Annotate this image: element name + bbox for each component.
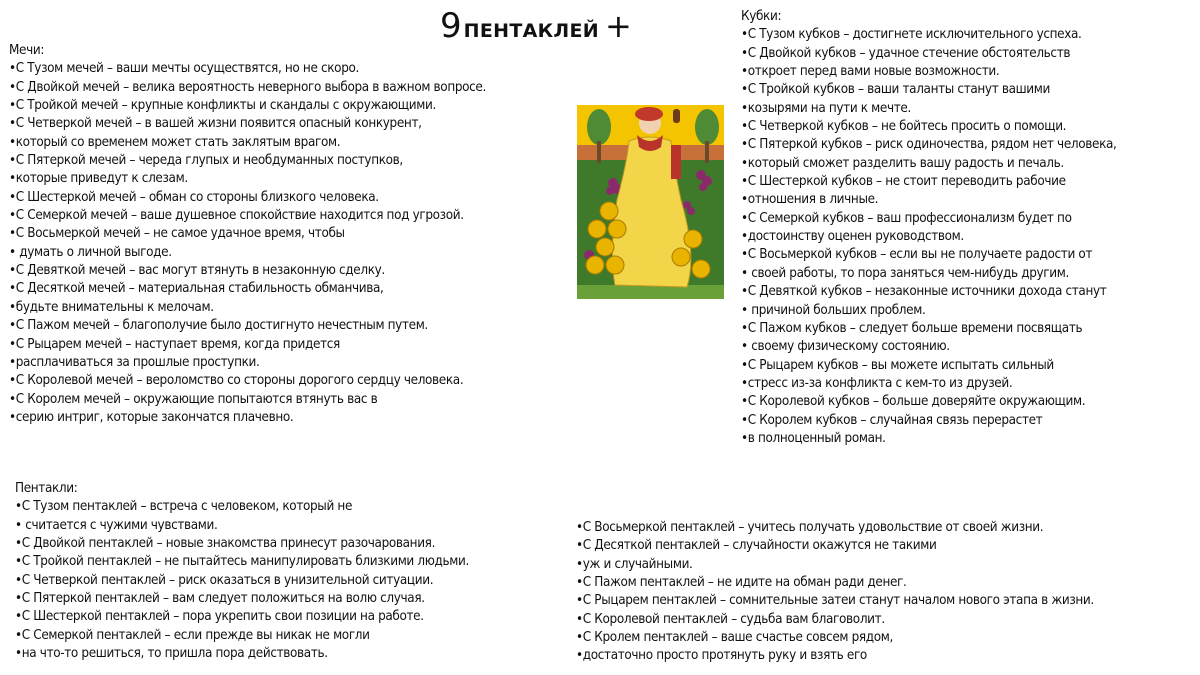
list-item: •С Тройкой мечей – крупные конфликты и скандалы с окружающими. [9,98,436,114]
list-item: •который со временем может стать заклятым врагом. [9,134,341,150]
list-item: •С Королем кубков – случайная связь перерастет [741,412,1043,428]
list-item: •С Пятеркой пентаклей – вам следует положиться на волю случая. [15,591,425,607]
list-item: •С Пажом пентаклей – не идите на обман ради денег. [576,575,907,591]
cups-list [741,26,1117,448]
list-item: •С Шестеркой мечей – обман со стороны близкого человека. [9,189,379,205]
list-item: •стресс из-за конфликта с кем-то из друзей. [741,375,1013,391]
list-item: •С Двойкой кубков – удачное стечение обстоятельств [741,45,1071,61]
list-item: •С Семеркой кубков – ваш профессионализм будет по [741,210,1072,226]
pentacles-section-continued [576,519,1094,666]
list-item: • считается с чужими чувствами. [15,517,218,533]
list-item: •С Шестеркой пентаклей – пора укрепить свои позиции на работе. [15,609,424,625]
list-item: •С Семеркой мечей – ваше душевное спокойствие находится под угрозой. [9,208,464,224]
list-item: •будьте внимательны к мелочам. [9,299,214,315]
list-item: • причиной больших проблем. [741,302,926,318]
list-item: •С Тройкой пентаклей – не пытайтесь манипулировать близкими людьми. [15,554,469,570]
list-item: •С Четверкой пентаклей – риск оказаться в унизительной ситуации. [15,572,434,588]
list-item: •С Четверкой мечей – в вашей жизни появится опасный конкурент, [9,116,422,132]
pentacles-list-left [15,498,469,663]
swords-section [9,42,486,427]
swords-list [9,60,486,427]
list-item: •уж и случайными. [576,556,693,572]
list-item: •С Пятеркой мечей – череда глупых и необдуманных поступков, [9,153,403,169]
list-item: •серию интриг, которые закончатся плачевно. [9,409,294,425]
cups-section [741,8,1117,448]
list-item: •который сможет разделить вашу радость и печаль. [741,155,1064,171]
list-item: •отношения в личные. [741,192,879,208]
list-item: •С Тузом пентаклей – встреча с человеком, который не [15,499,353,515]
list-item: •С Тузом мечей – ваши мечты осуществятся, но не скоро. [9,61,359,77]
title-number: 9 [440,6,461,46]
list-item: •С Пятеркой кубков – риск одиночества, рядом нет человека, [741,137,1117,153]
list-item: •С Пажом кубков – следует больше времени посвящать [741,320,1083,336]
list-item: •в полноценный роман. [741,430,886,446]
list-item: •С Рыцарем пентаклей – сомнительные затеи станут началом нового этапа в жизни. [576,593,1094,609]
list-item: •которые приведут к слезам. [9,171,188,187]
list-item: •С Восьмеркой пентаклей – учитесь получать удовольствие от своей жизни. [576,520,1044,535]
list-item: •С Рыцарем кубков – вы можете испытать сильный [741,357,1054,373]
list-item: •С Тузом кубков – достигнете исключительного успеха. [741,27,1082,43]
list-item: •козырями на пути к мечте. [741,100,911,116]
list-item: •С Королевой пентаклей – судьба вам благоволит. [576,611,885,627]
title-plus-sign: + [604,7,632,45]
list-item: •достаточно просто протянуть руку и взять его [576,648,867,664]
list-item: •С Королем мечей – окружающие попытаются втянуть вас в [9,391,378,407]
list-item: •С Семеркой пентаклей – если прежде вы никак не могли [15,627,370,643]
list-item: •достоинству оценен руководством. [741,229,964,245]
list-item: •С Двойкой пентаклей – новые знакомства принесут разочарования. [15,536,436,552]
list-item: •на что-то решиться, то пришла пора действовать. [15,646,328,662]
list-item: •расплачиваться за прошлые проступки. [9,354,260,370]
list-item: •С Девяткой мечей – вас могут втянуть в незаконную сделку. [9,263,385,279]
list-item: •С Рыцарем мечей – наступает время, когда придется [9,336,340,352]
list-item: •С Восьмеркой мечей – не самое удачное время, чтобы [9,226,345,242]
nine-of-pentacles-card-image [577,105,724,299]
list-item: •С Десяткой пентаклей – случайности окажутся не такими [576,538,937,554]
list-item: • думать о личной выгоде. [9,244,172,260]
list-item: •С Пажом мечей – благополучие было достигнуто нечестным путем. [9,318,428,334]
list-item: •С Тройкой кубков – ваши таланты станут вашими [741,82,1050,98]
list-item: •С Четверкой кубков – не бойтесь просить о помощи. [741,119,1067,135]
list-item: •С Шестеркой кубков – не стоит переводить рабочие [741,174,1066,190]
swords-heading: Мечи: [9,43,45,58]
list-item: •С Королевой мечей – вероломство со стороны дорогого сердцу человека. [9,373,464,389]
list-item: •С Восьмеркой кубков – если вы не получаете радости от [741,247,1093,263]
list-item: • своей работы, то пора заняться чем-нибудь другим. [741,265,1069,281]
list-item: • своему физическому состоянию. [741,339,950,355]
list-item: •откроет перед вами новые возможности. [741,64,1000,80]
list-item: •С Девяткой кубков – незаконные источники дохода станут [741,284,1107,300]
list-item: •С Десяткой мечей – материальная стабильность обманчива, [9,281,384,297]
pentacles-list-right [576,519,1094,666]
list-item: •С Королевой кубков – больше доверяйте окружающим. [741,394,1086,410]
list-item: •С Кролем пентаклей – ваше счастье совсем рядом, [576,630,894,646]
list-item: •С Двойкой мечей – велика вероятность неверного выбора в важном вопросе. [9,79,486,95]
pentacles-heading: Пентакли: [15,481,78,496]
page-title [440,6,632,46]
pentacles-section [15,480,469,663]
cups-heading: Кубки: [741,9,782,24]
title-word: ПЕНТАКЛЕЙ [463,20,599,42]
